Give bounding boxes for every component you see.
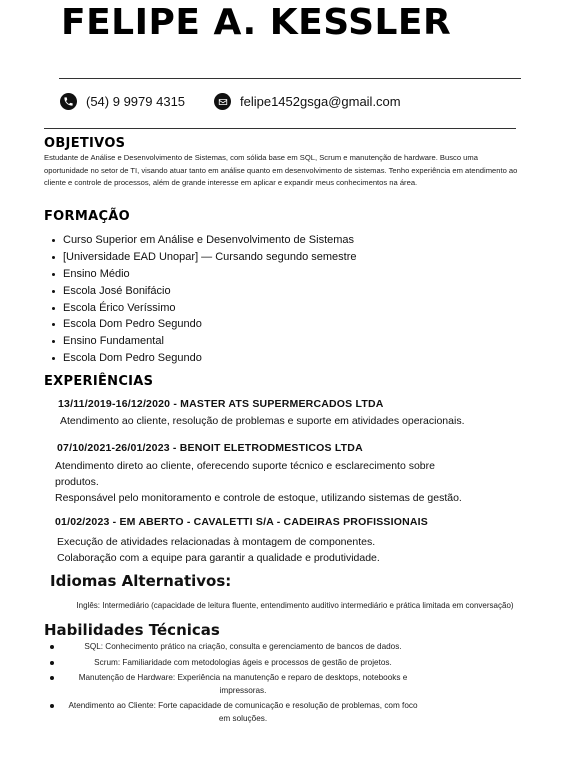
objectives-heading: OBJETIVOS <box>44 136 126 151</box>
list-item <box>44 700 424 725</box>
job-description: produtos. <box>55 476 99 488</box>
candidate-name: FELIPE A. KESSLER <box>61 2 452 43</box>
list-item <box>44 672 424 697</box>
languages-heading: Idiomas Alternativos: <box>50 572 232 590</box>
skill-text: Scrum: Familiaridade com metodologias ágeis e processos de gestão de projetos. <box>94 657 392 667</box>
job-description: Atendimento direto ao cliente, oferecendo suporte técnico e esclarecimento sobre <box>55 460 435 472</box>
job-title: 01/02/2023 - EM ABERTO - CAVALETTI S/A - CADEIRAS PROFISSIONAIS <box>55 516 428 528</box>
job-description: Execução de atividades relacionadas à montagem de componentes. <box>57 536 376 548</box>
header-divider <box>59 78 521 79</box>
job-description: Responsável pelo monitoramento e controle de estoque, utilizando sistemas de gestão. <box>55 492 462 504</box>
list-item: [Universidade EAD Unopar] — Cursando segundo semestre <box>44 249 356 266</box>
list-item: Escola Dom Pedro Segundo <box>44 350 356 367</box>
email-address[interactable]: felipe1452gsga@gmail.com <box>240 94 401 109</box>
list-item: Ensino Fundamental <box>44 333 356 350</box>
education-heading: FORMAÇÃO <box>44 209 130 224</box>
experience-heading: EXPERIÊNCIAS <box>44 374 154 389</box>
phone-icon <box>60 93 77 110</box>
bullet-icon <box>50 676 54 680</box>
list-item: Ensino Médio <box>44 266 356 283</box>
phone-number[interactable]: (54) 9 9979 4315 <box>86 94 186 109</box>
bullet-icon <box>50 645 54 649</box>
job-description: Atendimento ao cliente, resolução de problemas e suporte em atividades operacionais. <box>60 415 465 427</box>
skills-heading: Habilidades Técnicas <box>44 621 220 639</box>
email-icon <box>214 93 231 110</box>
contact-divider <box>44 128 516 129</box>
phone-contact <box>60 93 185 110</box>
job-title: 07/10/2021-26/01/2023 - BENOIT ELETRODMESTICOS LTDA <box>57 442 363 454</box>
skill-text: SQL: Conhecimento prático na criação, consulta e gerenciamento de bancos de dados. <box>84 642 402 651</box>
objectives-text: Estudante de Análise e Desenvolvimento de Sistemas, com sólida base em SQL, Scrum e manutenção de hardware. Busco uma oportunidade no setor de TI, visando atuar tanto em análise quanto em desenvolvimento de sistemas. Tenho experiência em atendimento ao cliente e controle de processos, além de grande interesse em aplicar e expandir meus conhecimentos na área. <box>44 153 518 187</box>
list-item: Escola José Bonifácio <box>44 283 356 300</box>
job-title: 13/11/2019-16/12/2020 - MASTER ATS SUPERMERCADOS LTDA <box>58 398 384 410</box>
skills-list <box>44 641 424 728</box>
list-item <box>44 641 424 654</box>
list-item: Escola Érico Veríssimo <box>44 300 356 317</box>
languages-text: Inglês: Intermediário (capacidade de leitura fluente, entendimento auditivo intermediário e prática limitada em conversação) <box>76 601 514 610</box>
email-contact <box>214 93 401 110</box>
skill-text: Manutenção de Hardware: Experiência na manutenção e reparo de desktops, notebooks e impressoras. <box>78 673 408 695</box>
skill-text: Atendimento ao Cliente: Forte capacidade de comunicação e resolução de problemas, com foco em soluções. <box>68 701 418 723</box>
list-item: Escola Dom Pedro Segundo <box>44 316 356 333</box>
bullet-icon <box>50 661 54 665</box>
job-description: Colaboração com a equipe para garantir a qualidade e produtividade. <box>57 552 380 564</box>
bullet-icon <box>50 704 54 708</box>
list-item: Curso Superior em Análise e Desenvolvimento de Sistemas <box>44 232 356 249</box>
education-list <box>44 232 356 367</box>
list-item <box>44 657 424 670</box>
